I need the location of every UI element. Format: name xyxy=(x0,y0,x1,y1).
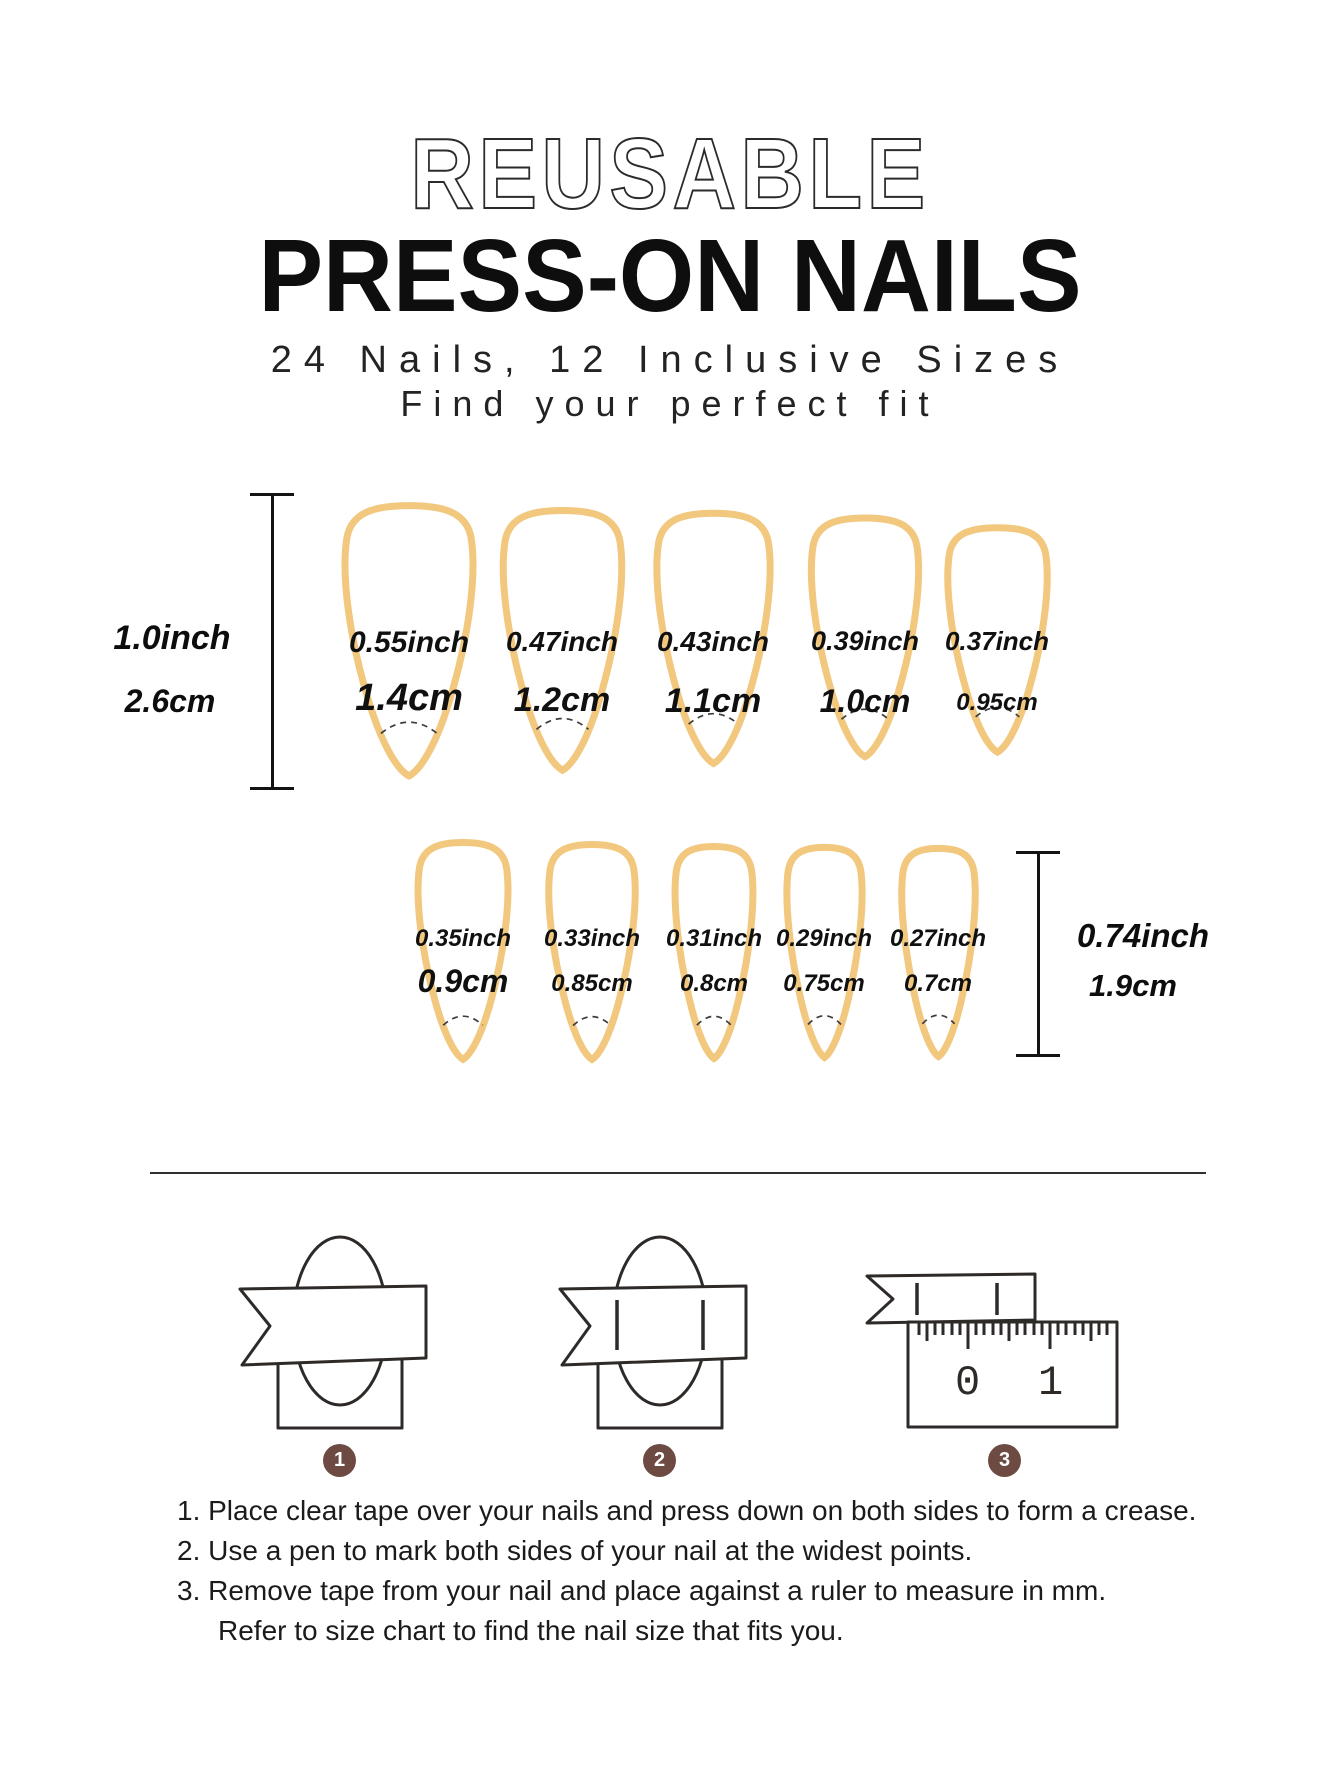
nail-width-inch-label: 0.31inch xyxy=(665,925,763,952)
step2-mark-nail-illustration xyxy=(550,1225,760,1435)
nail-width-cm-label: 0.95cm xyxy=(956,689,1038,716)
nail-width-cm-label: 1.4cm xyxy=(355,677,463,719)
row1-length-line xyxy=(271,495,274,789)
instruction-step-3-continued: Refer to size chart to find the nail size that fits you. xyxy=(218,1615,844,1646)
nail-shape-path xyxy=(902,848,975,1056)
nail-width-cm-label: 1.0cm xyxy=(819,683,911,719)
step3-ruler-measure-illustration xyxy=(855,1262,1125,1432)
finger-tape-marks-icon xyxy=(550,1225,760,1435)
row2-length-line xyxy=(1037,853,1040,1056)
step1-tape-on-nail-illustration xyxy=(230,1225,440,1435)
nail-width-inch-label: 0.43inch xyxy=(656,626,770,657)
step-2-badge: 2 xyxy=(643,1444,676,1477)
row1-length-cap-bottom xyxy=(250,787,294,790)
smile-line-path xyxy=(536,719,588,730)
smile-line-path xyxy=(573,1017,611,1026)
nail-outline-row2-5 xyxy=(896,844,981,1062)
row1-length-cm-label: 2.6cm xyxy=(124,683,216,719)
smile-line-path xyxy=(381,722,437,733)
finger-tape-icon xyxy=(230,1225,440,1435)
smile-line-path xyxy=(443,1016,483,1025)
smile-line-path xyxy=(922,1015,954,1024)
nail-outline-row2-2 xyxy=(542,840,642,1065)
nail-shape-path xyxy=(787,847,862,1057)
nail-width-cm-label: 0.8cm xyxy=(679,970,749,997)
row1-length-inch-label: 1.0inch xyxy=(113,619,231,657)
nail-width-inch-label: 0.37inch xyxy=(944,626,1050,656)
nail-width-inch-label: 0.29inch xyxy=(775,925,873,952)
smile-line-path xyxy=(697,1016,731,1025)
ruler-number-1: 1 xyxy=(1038,1359,1064,1407)
title-main: PRESS-ON NAILS xyxy=(258,218,1082,333)
nail-width-inch-label: 0.39inch xyxy=(810,626,920,656)
row2-length-cap-top xyxy=(1016,851,1060,854)
row2-length-cap-bottom xyxy=(1016,1054,1060,1057)
title-outline: REUSABLE xyxy=(410,118,930,230)
nail-width-cm-label: 1.1cm xyxy=(664,682,762,720)
row2-length-cm-label: 1.9cm xyxy=(1089,968,1177,1003)
tape-ruler-icon xyxy=(855,1262,1125,1432)
subtitle-sizes: 24 Nails, 12 Inclusive Sizes xyxy=(270,339,1070,381)
instruction-step-3: 3. Remove tape from your nail and place against a ruler to measure in mm. xyxy=(177,1575,1107,1606)
subtitle-tagline: Find your perfect fit xyxy=(400,383,940,424)
nail-outline-row2-4 xyxy=(781,843,868,1063)
row2-length-inch-label: 0.74inch xyxy=(1076,917,1210,954)
row1-length-cap-top xyxy=(250,493,294,496)
nail-width-inch-label: 0.47inch xyxy=(505,626,619,657)
instruction-step-2: 2. Use a pen to mark both sides of your nail at the widest points. xyxy=(177,1535,973,1566)
nail-width-inch-label: 0.27inch xyxy=(889,925,987,952)
nail-width-inch-label: 0.35inch xyxy=(414,925,512,952)
nail-width-cm-label: 0.7cm xyxy=(903,970,973,997)
smile-line-path xyxy=(808,1016,841,1025)
nail-width-cm-label: 0.85cm xyxy=(551,970,633,997)
section-divider xyxy=(150,1172,1206,1174)
step-1-badge: 1 xyxy=(323,1444,356,1477)
nail-shape-path xyxy=(675,846,753,1058)
ruler-number-0: 0 xyxy=(955,1359,981,1407)
instruction-step-1: 1. Place clear tape over your nails and press down on both sides to form a crease. xyxy=(177,1495,1197,1526)
step-3-badge: 3 xyxy=(988,1444,1021,1477)
nail-width-cm-label: 1.2cm xyxy=(513,681,611,719)
nail-width-cm-label: 0.9cm xyxy=(417,963,509,999)
nail-width-cm-label: 0.75cm xyxy=(783,970,865,997)
nail-width-inch-label: 0.33inch xyxy=(543,925,641,952)
nail-width-inch-label: 0.55inch xyxy=(348,626,470,659)
nail-outline-row2-3 xyxy=(669,842,759,1064)
